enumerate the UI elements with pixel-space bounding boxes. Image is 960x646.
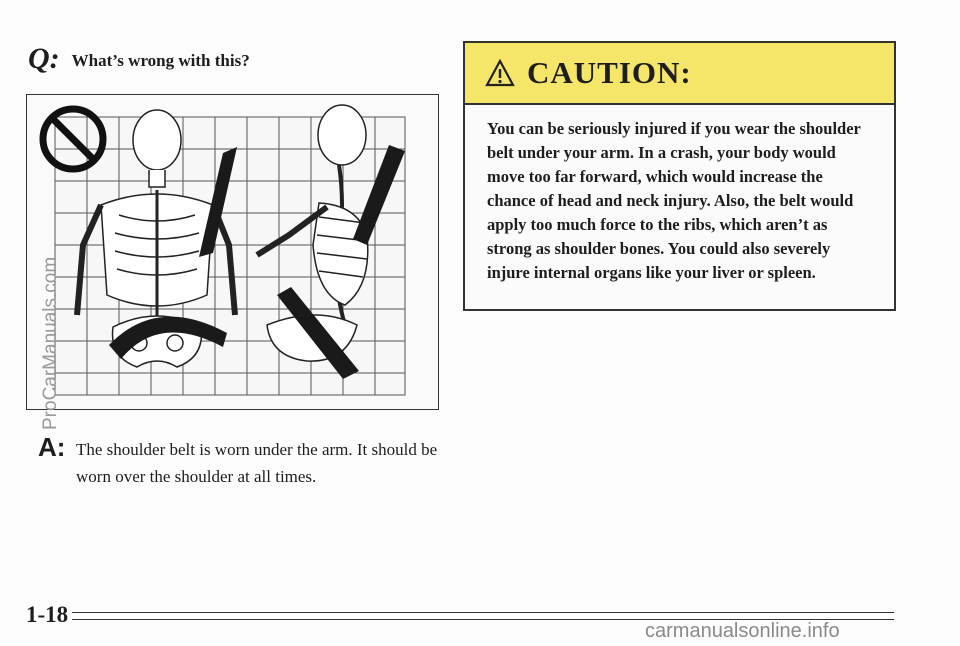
- caution-title: CAUTION:: [527, 55, 692, 90]
- bottom-watermark: carmanualsonline.info: [645, 620, 840, 642]
- answer-text: The shoulder belt is worn under the arm. It should be worn over the shoulder at all times.: [76, 440, 438, 486]
- question-line: [28, 42, 250, 76]
- answer-mark: A:: [38, 432, 66, 462]
- illustration-svg: [27, 95, 437, 408]
- side-watermark: ProCarManuals.com: [40, 256, 61, 430]
- caution-header: [465, 43, 894, 105]
- caution-box: [463, 41, 896, 311]
- page-number: 1-18: [26, 602, 69, 627]
- warning-triangle-icon: [485, 59, 515, 87]
- seat-belt-illustration: [26, 94, 439, 410]
- footer-rule-top: [72, 612, 894, 613]
- answer-block: [38, 432, 458, 490]
- caution-text: You can be seriously injured if you wear the shoulder belt under your arm. In a crash, your body would move too far forward, which would increase the chance of head and neck injury. Also, the belt would apply too much force to the ribs, which aren’t as strong as shoulder bones. You could also severely injure internal organs like your liver or spleen.: [487, 119, 861, 282]
- question-mark: Q:: [28, 42, 60, 75]
- question-text: What’s wrong with this?: [71, 51, 250, 70]
